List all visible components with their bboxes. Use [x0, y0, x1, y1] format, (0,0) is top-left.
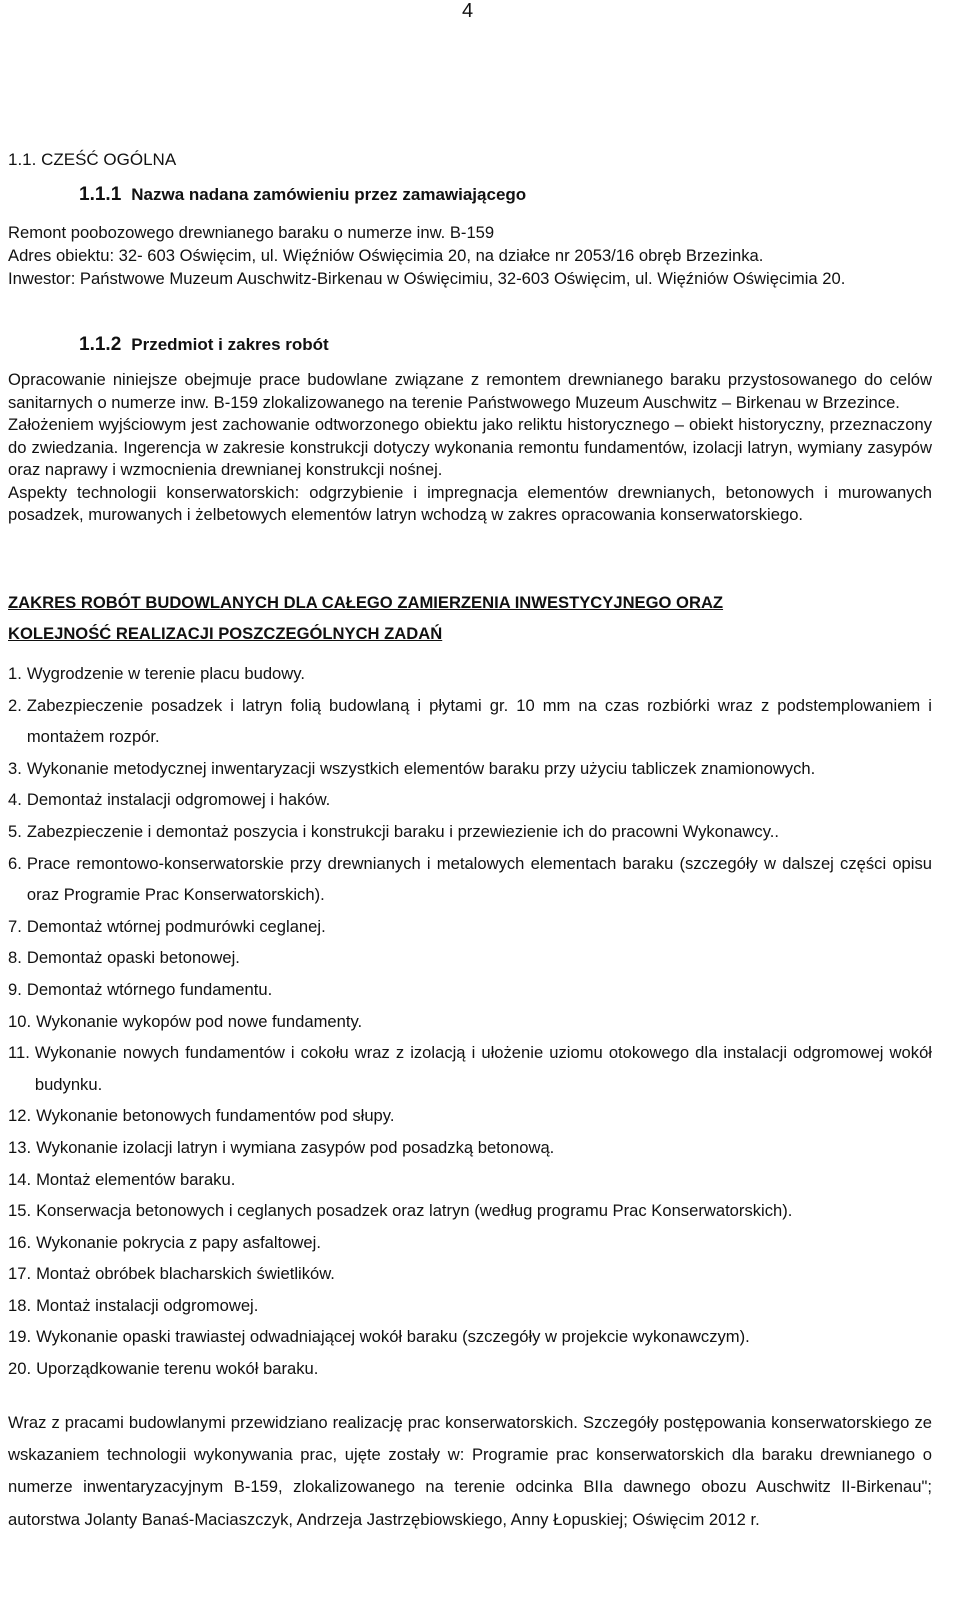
section-heading-1-1-2 [79, 334, 329, 356]
list-item-number: 8. [8, 948, 22, 968]
list-item-text: Prace remontowo-konserwatorskie przy drewnianych i metalowych elementach baraku (szczegóły w dalszej części opisu oraz Programie Prac Konserwatorskich). [26, 853, 932, 905]
list-item-text: Wykonanie metodycznej inwentaryzacji wszystkich elementów baraku przy użyciu tabliczek znamionowych. [26, 758, 816, 778]
list-item [8, 911, 932, 943]
list-item [8, 1321, 932, 1353]
list-item [8, 1006, 932, 1038]
list-item-number: 12. [8, 1106, 32, 1126]
list-item-text: Demontaż instalacji odgromowej i haków. [26, 790, 331, 810]
list-item-number: 17. [8, 1264, 32, 1284]
list-item-number: 16. [8, 1232, 32, 1252]
list-item-number: 18. [8, 1295, 32, 1315]
list-item-text: Uporządkowanie terenu wokół baraku. [36, 1359, 319, 1379]
list-item [8, 690, 932, 753]
list-item [8, 784, 932, 816]
list-item [8, 1037, 932, 1100]
list-item-number: 5. [8, 821, 22, 841]
intro-block [8, 222, 932, 290]
list-item-text: Wykonanie opaski trawiastej odwadniającej wokół baraku (szczegóły w projekcie wykonawczym). [36, 1327, 750, 1347]
list-item-number: 14. [8, 1169, 32, 1189]
work-list [8, 658, 932, 1385]
list-item [8, 1132, 932, 1164]
scope-description [8, 369, 932, 527]
paragraph: Założeniem wyjściowym jest zachowanie odtworzonego obiektu jako reliktu historycznego – obiekt historyczny, przeznaczony do zwiedzania. Ingerencja w zakresie konstrukcji dotyczy wykonania remontu fundamentów, izolacji latryn, wymiany zasypów oraz naprawy i wzmocnienia drewnianej konstrukcji nośnej. [8, 415, 932, 479]
paragraph: Aspekty technologii konserwatorskich: odgrzybienie i impregnacja elementów drewnianych, betonowych i murowanych posadzek, murowanych i żelbetowych elementów latryn wchodzą w zakres opracowania konserwatorskiego. [8, 482, 932, 524]
list-item-text: Wykonanie wykopów pod nowe fundamenty. [36, 1011, 363, 1031]
list-item-text: Demontaż opaski betonowej. [26, 948, 240, 968]
list-item-text: Montaż instalacji odgromowej. [36, 1295, 259, 1315]
list-item [8, 974, 932, 1006]
list-item-text: Wygrodzenie w terenie placu budowy. [26, 664, 305, 683]
list-item [8, 1353, 932, 1385]
list-item-text: Wykonanie izolacji latryn i wymiana zasypów pod posadzką betonową. [36, 1137, 555, 1157]
list-item-text: Montaż elementów baraku. [36, 1169, 236, 1189]
list-item-number: 7. [8, 916, 22, 936]
intro-line: Inwestor: Państwowe Muzeum Auschwitz-Birkenau w Oświęcimiu, 32-603 Oświęcim, ul. Więźniów Oświęcimia 20. [8, 268, 846, 288]
section-number: 1.1.1 [79, 184, 122, 205]
list-item [8, 942, 932, 974]
list-item-number: 6. [8, 853, 22, 873]
list-item-number: 13. [8, 1137, 32, 1157]
list-item-number: 15. [8, 1201, 32, 1221]
list-item [8, 753, 932, 785]
section-heading-1-1: 1.1. CZEŚĆ OGÓLNA [8, 150, 177, 169]
list-item-text: Demontaż wtórnego fundamentu. [26, 979, 273, 999]
list-item [8, 1227, 932, 1259]
list-item [8, 1258, 932, 1290]
scope-heading: ZAKRES ROBÓT BUDOWLANYCH DLA CAŁEGO ZAMIERZENIA INWESTYCYJNEGO ORAZ [8, 593, 724, 612]
section-title: Nazwa nadana zamówieniu przez zamawiającego [131, 185, 527, 204]
list-item-number: 4. [8, 790, 22, 810]
list-item-text: Wykonanie pokrycia z papy asfaltowej. [36, 1232, 321, 1252]
page-number: 4 [462, 0, 474, 22]
list-item-number: 11. [8, 1043, 30, 1063]
list-item-text: Demontaż wtórnej podmurówki ceglanej. [26, 916, 326, 936]
section-heading-1-1-1 [79, 184, 526, 206]
list-item-text: Wykonanie nowych fundamentów i cokołu wraz z izolacją i ułożenie uziomu otokowego dla instalacji odgromowej wokół budynku. [34, 1043, 932, 1094]
list-item [8, 1195, 932, 1227]
closing-paragraph: Wraz z pracami budowlanymi przewidziano realizację prac konserwatorskich. Szczegóły postępowania konserwatorskiego ze wskazaniem technologii wykonywania prac, ujęte zostały w: Programie prac konserwatorskich dla baraku drewnianego o numerze inwentaryzacyjnym B-159, zlokalizowanego na terenie odcinka BIIa dawnego obozu Auschwitz II-Birkenau"; autorstwa Jolanty Banaś-Maciaszczyk, Andrzeja Jastrzębiowskiego, Anny Łopuskiej; Oświęcim 2012 r. [8, 1413, 932, 1529]
list-item-text: Wykonanie betonowych fundamentów pod słupy. [36, 1106, 395, 1126]
list-item-number: 20. [8, 1359, 32, 1379]
list-item-number: 1. [8, 664, 22, 683]
list-item-number: 10. [8, 1011, 32, 1031]
list-item-text: Konserwacja betonowych i ceglanych posadzek oraz latryn (według programu Prac Konserwatorskich). [36, 1201, 793, 1221]
list-item [8, 658, 932, 690]
list-item-text: Zabezpieczenie posadzek i latryn folią budowlaną i płytami gr. 10 mm na czas rozbiórki wraz z podstemplowaniem i montażem rozpór. [26, 695, 932, 747]
section-number: 1.1.2 [79, 334, 122, 355]
list-item-text: Montaż obróbek blacharskich świetlików. [36, 1264, 335, 1284]
intro-line: Remont poobozowego drewnianego baraku o numerze inw. B-159 [8, 223, 495, 242]
intro-line: Adres obiektu: 32- 603 Oświęcim, ul. Więźniów Oświęcimia 20, na działce nr 2053/16 obręb Brzezinka. [8, 245, 764, 265]
list-item-number: 2. [8, 695, 22, 715]
list-item [8, 1290, 932, 1322]
list-item [8, 1164, 932, 1196]
list-item-number: 3. [8, 758, 22, 778]
list-item-number: 9. [8, 979, 22, 999]
list-item [8, 816, 932, 848]
list-item [8, 848, 932, 911]
list-item-number: 19. [8, 1327, 32, 1347]
paragraph: Opracowanie niniejsze obejmuje prace budowlane związane z remontem drewnianego baraku przystosowanego do celów sanitarnych o numerze inw. B-159 zlokalizowanego na terenie Państwowego Muzeum Auschwitz – Birkenau w Brzezince. [8, 370, 932, 412]
list-item-text: Zabezpieczenie i demontaż poszycia i konstrukcji baraku i przewiezienie ich do pracowni Wykonawcy.. [26, 821, 779, 841]
section-title: Przedmiot i zakres robót [131, 335, 329, 354]
list-item [8, 1100, 932, 1132]
scope-heading: KOLEJNOŚĆ REALIZACJI POSZCZEGÓLNYCH ZADAŃ [8, 624, 443, 643]
